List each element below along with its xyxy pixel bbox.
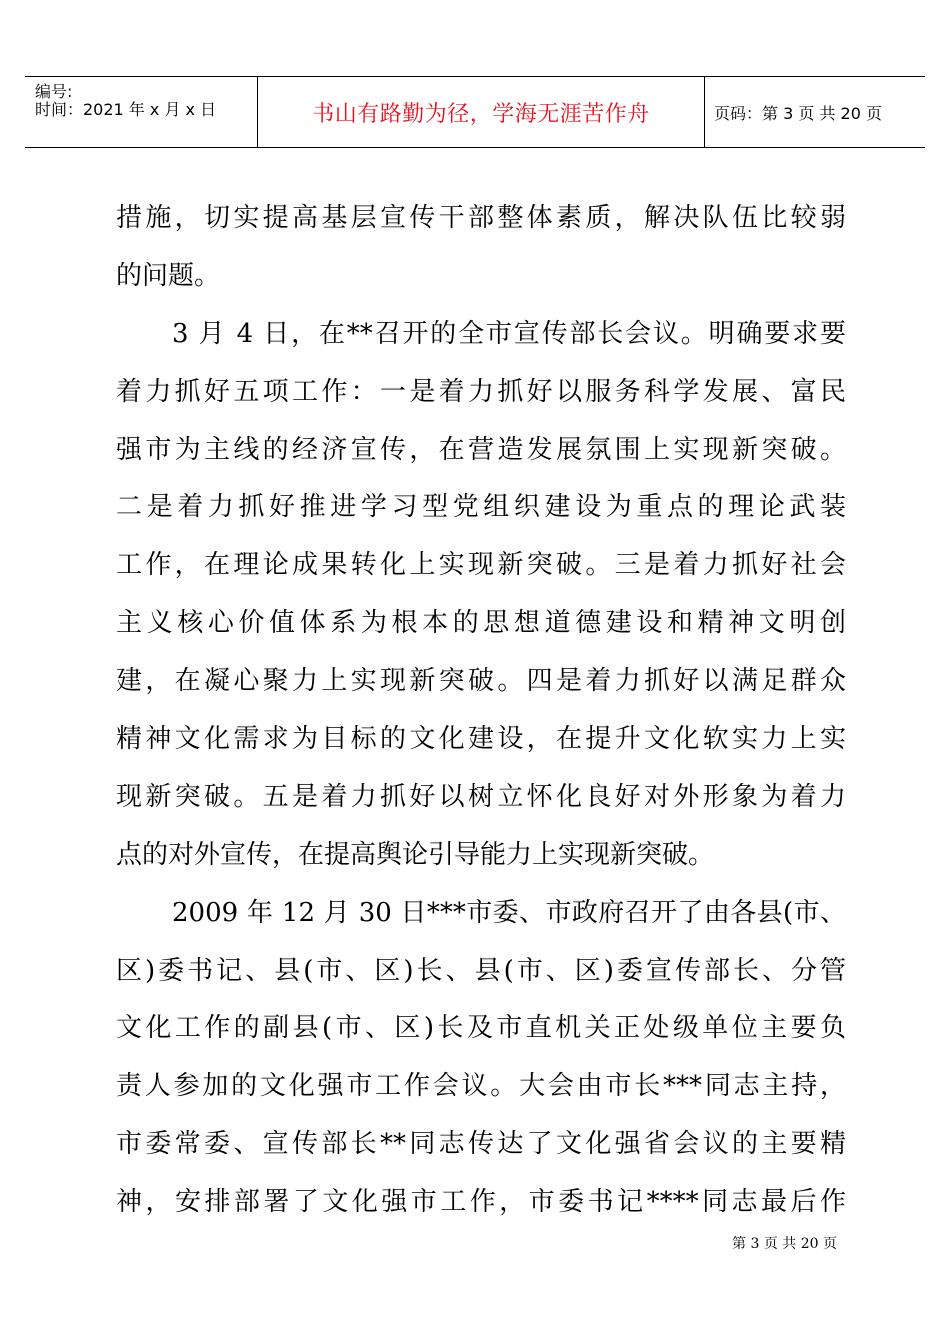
document-body bbox=[116, 190, 846, 1232]
body-line: 文化工作的副县(市、区)长及市直机关正处级单位主要负 bbox=[116, 1013, 846, 1044]
body-line: 建，在凝心聚力上实现新突破。四是着力抓好以满足群众 bbox=[116, 666, 846, 697]
body-line: 精神文化需求为目标的文化建设，在提升文化软实力上实 bbox=[116, 724, 846, 755]
header-motto-cell bbox=[257, 77, 705, 147]
header-meta-cell bbox=[25, 77, 257, 147]
header-page-code: 页码：第 3 页 共 20 页 bbox=[714, 103, 882, 123]
body-line: 责人参加的文化强市工作会议。大会由市长***同志主持， bbox=[116, 1071, 846, 1102]
body-line: 工作，在理论成果转化上实现新突破。三是着力抓好社会 bbox=[116, 550, 846, 581]
body-line: 区)委书记、县(市、区)长、县(市、区)委宣传部长、分管 bbox=[116, 955, 846, 986]
body-line: 强市为主线的经济宣传，在营造发展氛围上实现新突破。 bbox=[116, 434, 846, 465]
body-line: 主义核心价值体系为根本的思想道德建设和精神文明创 bbox=[116, 608, 846, 639]
body-line: 市委常委、宣传部长**同志传达了文化强省会议的主要精 bbox=[116, 1129, 846, 1160]
page-footer: 第 3 页 共 20 页 bbox=[732, 1236, 837, 1252]
document-header bbox=[25, 76, 925, 148]
body-line: 二是着力抓好推进学习型党组织建设为重点的理论武装 bbox=[116, 492, 846, 523]
header-page-cell bbox=[705, 77, 925, 147]
body-line: 现新突破。五是着力抓好以树立怀化良好对外形象为着力 bbox=[116, 781, 846, 812]
body-line: 点的对外宣传，在提高舆论引导能力上实现新突破。 bbox=[116, 839, 715, 870]
body-line: 3 月 4 日，在**召开的全市宣传部长会议。明确要求要 bbox=[172, 318, 846, 349]
body-line: 2009 年 12 月 30 日***市委、市政府召开了由各县(市、 bbox=[172, 897, 846, 928]
header-motto: 书山有路勤为径，学海无涯苦作舟 bbox=[312, 101, 650, 127]
document-time-label: 时间：2021 年 x 月 x 日 bbox=[35, 100, 217, 119]
body-line: 措施，切实提高基层宣传干部整体素质，解决队伍比较弱 bbox=[116, 203, 846, 233]
body-line: 着力抓好五项工作：一是着力抓好以服务科学发展、富民 bbox=[116, 376, 846, 407]
body-line: 神，安排部署了文化强市工作，市委书记****同志最后作 bbox=[116, 1187, 846, 1218]
document-number-label: 编号: bbox=[35, 82, 73, 101]
body-line: 的问题。 bbox=[116, 260, 221, 291]
